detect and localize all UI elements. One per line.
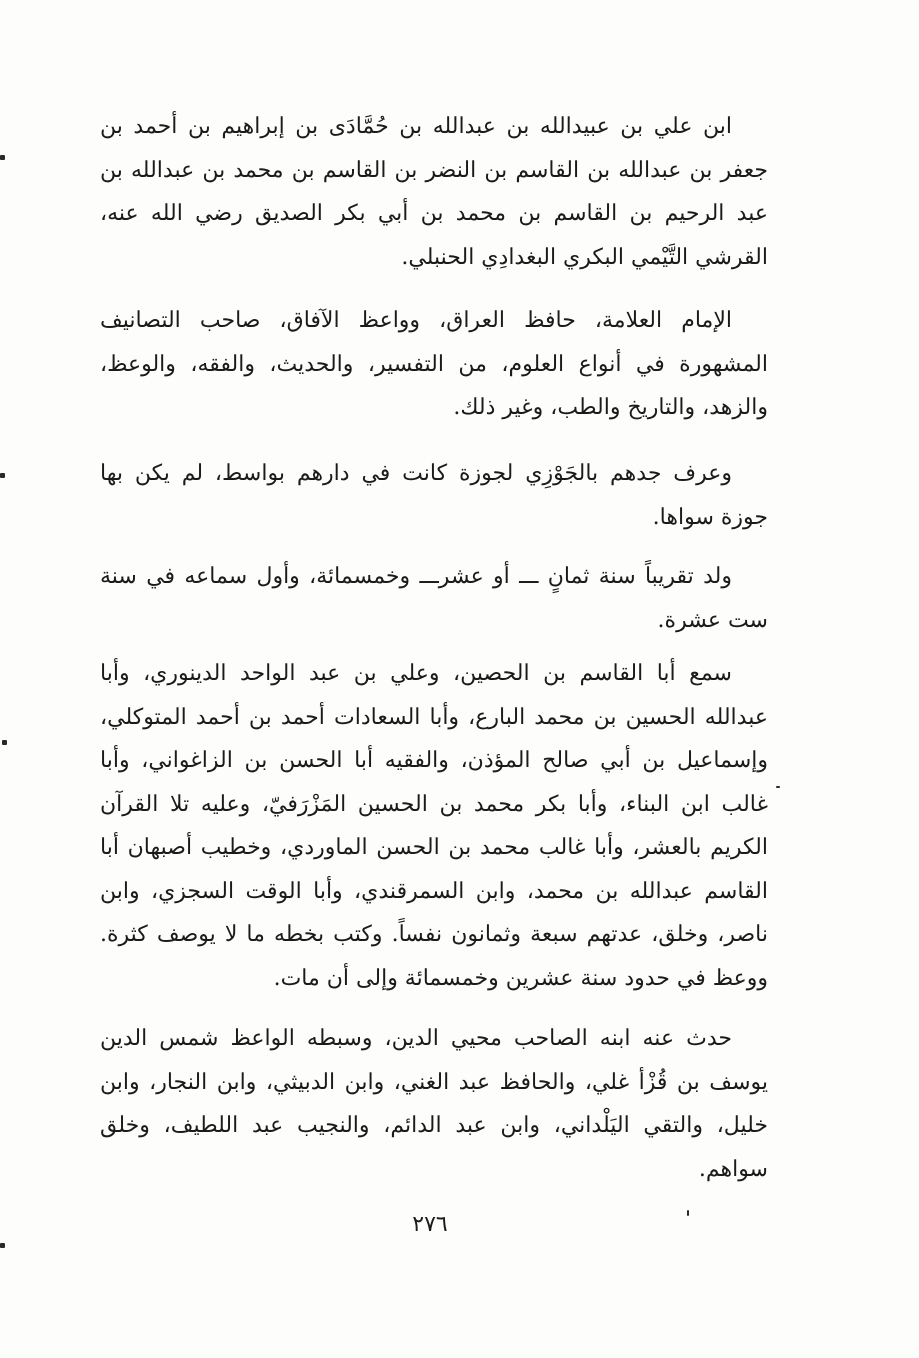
- paragraph-name-origin: [100, 452, 768, 539]
- paragraph-teachers: [100, 652, 768, 1000]
- paragraph-text: سمع أبا القاسم بن الحصين، وعلي بن عبد الواحد الدينوري، وأبا عبدالله الحسين بن محمد البارع، وأبا السعادات أحمد بن أحمد المتوكلي، وإسماعيل بن أبي صالح المؤذن، والفقيه أبا الحسن بن الزاغواني، وأبا غالب ابن البناء، وأبا بكر محمد بن الحسين المَزْرَفيّ، وعليه تلا القرآن الكريم بالعشر، وأبا غالب محمد بن الحسن الماوردي، وخطيب أصبهان أبا القاسم عبدالله بن محمد، وابن السمرقندي، وأبا الوقت السجزي، وابن ناصر، وخلق، عدتهم سبعة وثمانون نفساً. وكتب بخطه ما لا يوصف كثرة. ووعظ في حدود سنة عشرين وخمسمائة وإلى أن مات.: [100, 661, 768, 991]
- paragraph-text: وعرف جدهم بالجَوْزِي لجوزة كانت في دارهم بواسط، لم يكن بها جوزة سواها.: [100, 461, 768, 530]
- paragraph-text: الإمام العلامة، حافظ العراق، وواعظ الآفاق، صاحب التصانيف المشهورة في أنواع العلوم، من التفسير، والحديث، والفقه، والوعظ، والزهد، والتاريخ والطب، وغير ذلك.: [100, 308, 768, 420]
- scan-edge-mark: [2, 740, 7, 745]
- scan-edge-mark: [776, 786, 780, 788]
- paragraph-text: ابن علي بن عبيدالله بن عبدالله بن حُمَّادَى بن إبراهيم بن أحمد بن جعفر بن عبدالله بن القاسم بن النضر بن القاسم بن محمد بن عبدالله بن عبد الرحيم بن القاسم بن محمد بن أبي بكر الصديق رضي الله عنه، القرشي التَّيْمي البكري البغدادِي الحنبلي.: [100, 114, 768, 270]
- scan-edge-mark: [0, 155, 5, 160]
- paragraph-text: ولد تقريباً سنة ثمانٍ ـــ أو عشرـــ وخمسمائة، وأول سماعه في سنة ست عشرة.: [100, 564, 768, 633]
- page-number: ٢٧٦: [412, 1212, 448, 1237]
- paragraph-text: حدث عنه ابنه الصاحب محيي الدين، وسبطه الواعظ شمس الدين يوسف بن قُزْأ غلي، والحافظ عبد الغني، وابن الدبيثي، وابن النجار، وابن خليل، والتقي اليَلْداني، وابن عبد الدائم، والنجيب عبد اللطيف، وخلق سواهم.: [100, 1026, 768, 1182]
- scan-edge-mark: [0, 1243, 5, 1248]
- paragraph-titles: [100, 299, 768, 430]
- paragraph-students: [100, 1017, 768, 1191]
- paragraph-lineage: [100, 105, 768, 279]
- paragraph-birth: [100, 555, 768, 642]
- scan-edge-mark: [0, 473, 5, 478]
